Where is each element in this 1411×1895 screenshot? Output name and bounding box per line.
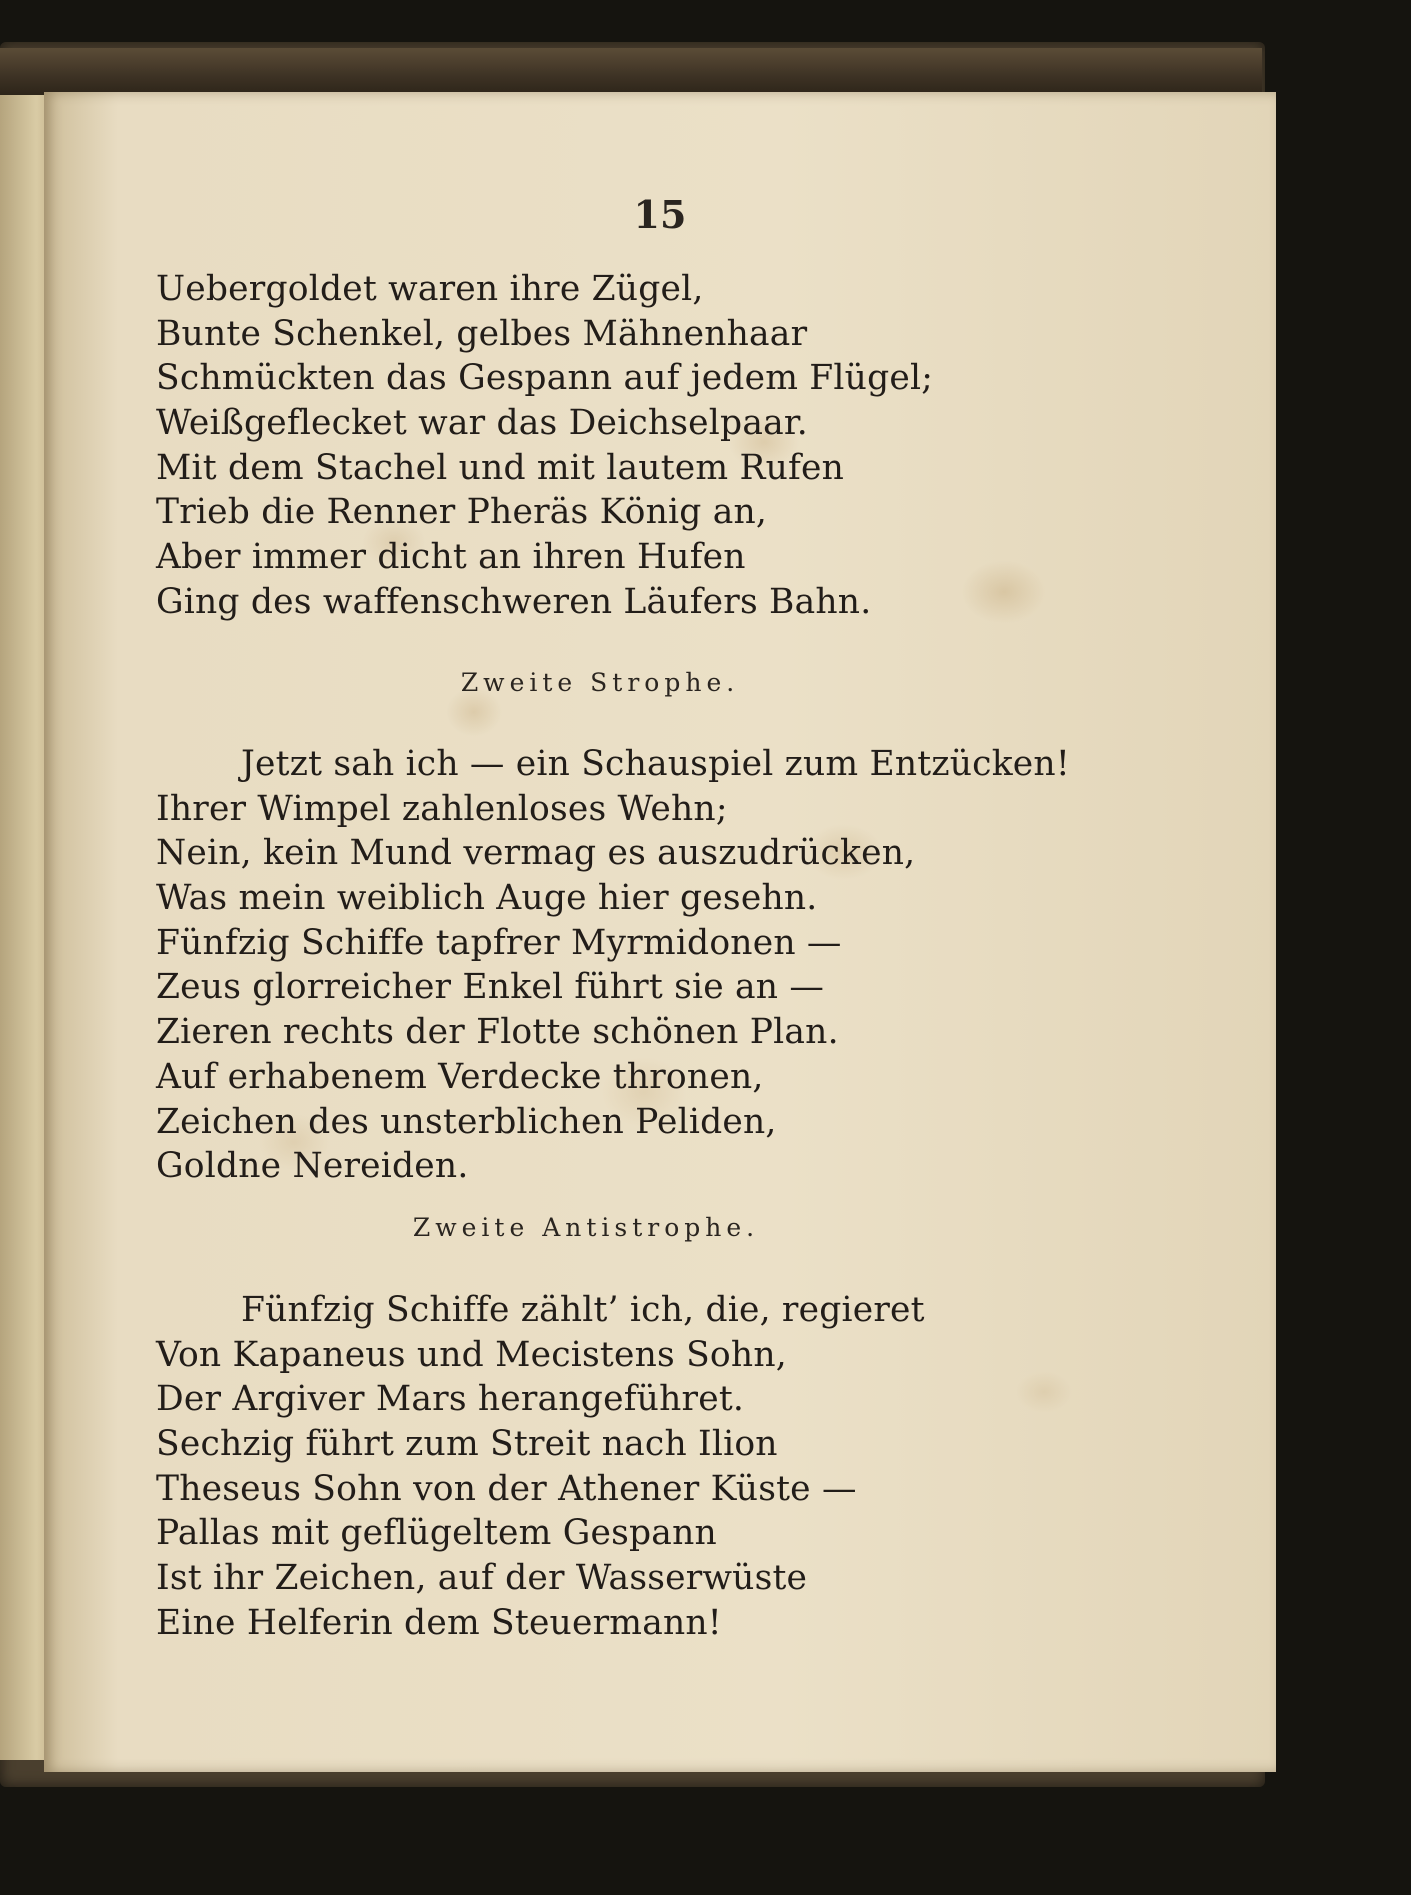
verse-line: Von Kapaneus und Mecistens Sohn, — [156, 1334, 787, 1375]
verse-line: Aber immer dicht an ihren Hufen — [156, 537, 746, 578]
book-cover-top-edge — [0, 48, 1262, 96]
verse-line: Uebergoldet waren ihre Zügel, — [156, 269, 704, 309]
book-page — [44, 92, 1276, 1772]
verse-line: Trieb die Renner Pheräs König an, — [156, 492, 768, 533]
stanza-3 — [156, 1288, 925, 1646]
verse-line: Fünfzig Schiffe tapfrer Myrmidonen — — [156, 922, 842, 963]
verse-line: Goldne Nereiden. — [156, 1146, 469, 1187]
verse-line: Fünfzig Schiffe zählt’ ich, die, regieret — [241, 1290, 925, 1330]
verse-line: Auf erhabenem Verdecke thronen, — [156, 1056, 764, 1097]
verse-line: Was mein weiblich Auge hier gesehn. — [156, 878, 818, 919]
verse-line: Sechzig führt zum Streit nach Ilion — [156, 1424, 778, 1465]
verse-line: Ihrer Wimpel zahlenloses Wehn; — [156, 788, 728, 829]
verse-line: Jetzt sah ich — ein Schauspiel zum Entzücken! — [241, 744, 1070, 784]
verse-line: Ist ihr Zeichen, auf der Wasserwüste — [156, 1558, 808, 1599]
verse-line: Zeichen des unsterblichen Peliden, — [156, 1101, 777, 1142]
stanza-1 — [156, 267, 933, 625]
verse-line: Mit dem Stachel und mit lautem Rufen — [156, 447, 845, 488]
verse-line: Der Argiver Mars herangeführet. — [156, 1379, 745, 1420]
verse-line: Nein, kein Mund vermag es auszudrücken, — [156, 833, 916, 874]
verse-line: Pallas mit geflügeltem Gespann — [156, 1513, 717, 1554]
verse-line: Eine Helferin dem Steuermann! — [156, 1602, 722, 1643]
stanza-2 — [156, 742, 1070, 1189]
section-heading-zweite-strophe: Zweite Strophe. — [460, 668, 740, 697]
verse-line: Weißgeflecket war das Deichselpaar. — [156, 403, 808, 444]
verse-line: Schmückten das Gespann auf jedem Flügel; — [156, 358, 934, 399]
section-heading-zweite-antistrophe: Zweite Antistrophe. — [412, 1213, 760, 1242]
verse-line: Zeus glorreicher Enkel führt sie an — — [156, 967, 825, 1008]
page-number: 15 — [633, 192, 687, 237]
verse-line: Bunte Schenkel, gelbes Mähnenhaar — [156, 313, 808, 354]
verse-line: Zieren rechts der Flotte schönen Plan. — [156, 1012, 839, 1053]
verse-line: Ging des waffenschweren Läufers Bahn. — [156, 581, 872, 622]
verse-line: Theseus Sohn von der Athener Küste — — [156, 1468, 857, 1509]
